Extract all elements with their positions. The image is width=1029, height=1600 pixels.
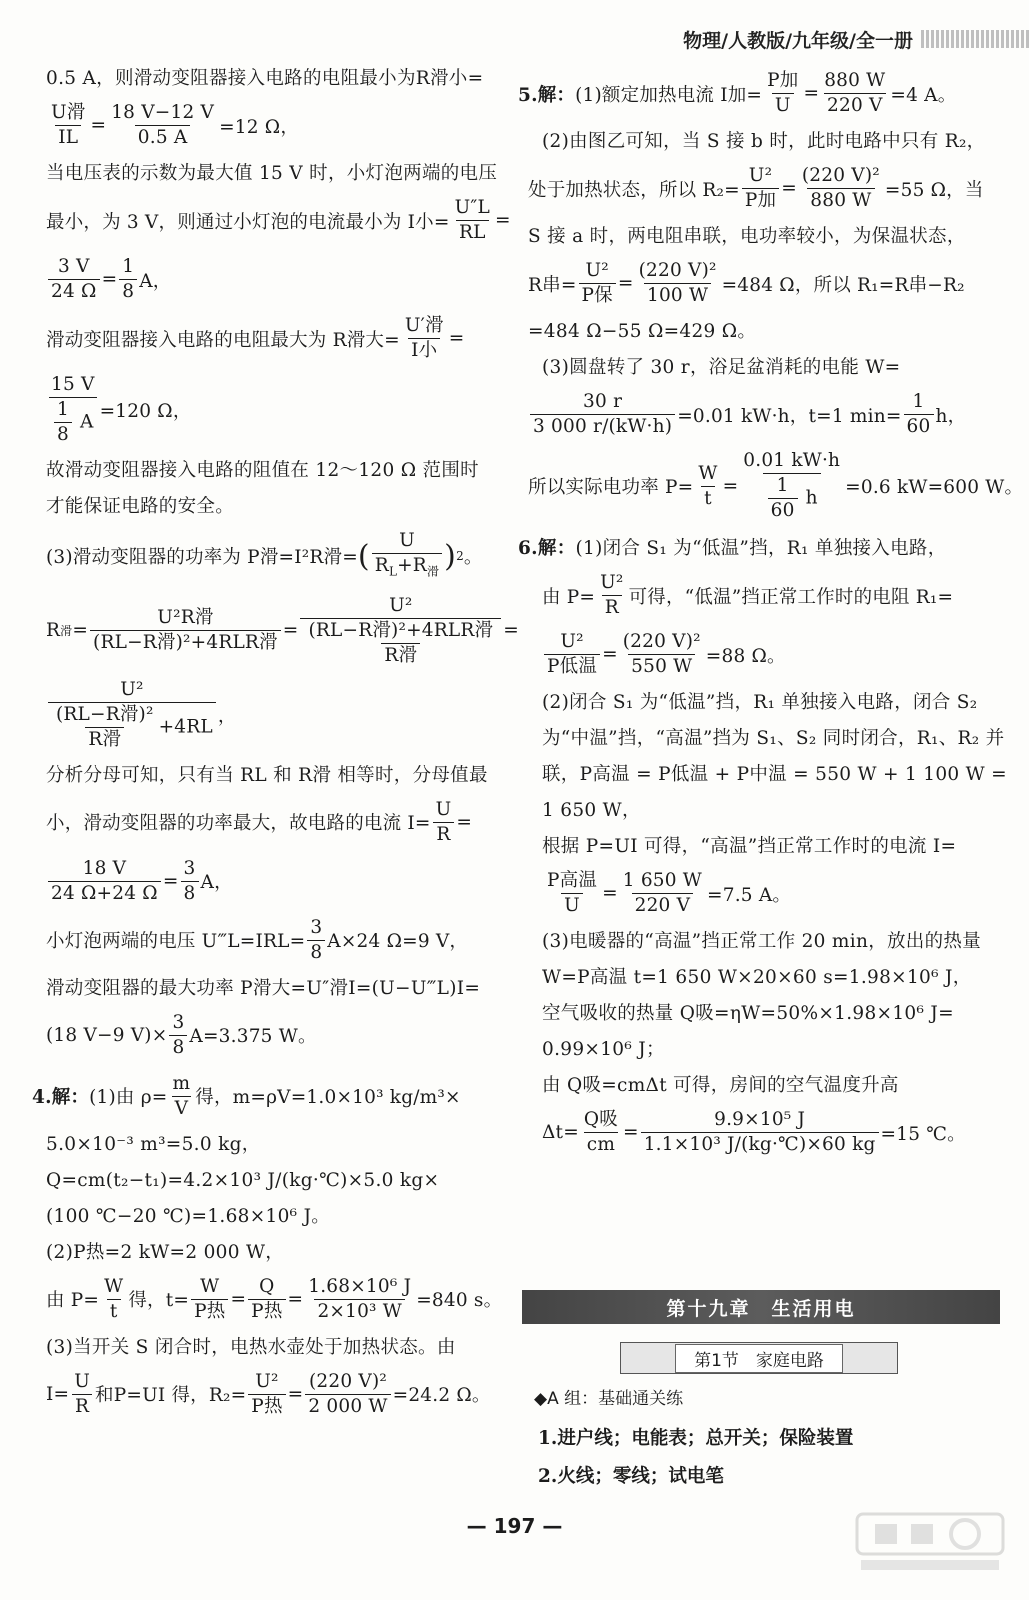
text-line: 0.5 A，则滑动变阻器接入电路的电阻最小为R滑小=	[46, 68, 484, 89]
group-title: ◆A 组：基础通关练	[534, 1389, 684, 1409]
text-line: 0.99×10⁶ J；	[542, 1039, 665, 1060]
text-line: 为“中温”挡，“高温”挡为 S₁、S₂ 同时闭合，R₁、R₂ 并	[542, 728, 1005, 749]
question-5: 5.解： (1)额定加热电流 I加= $\frac{\text{P加}}{U}$ = $\frac{880 W}{220 V}$ =4 A。	[518, 70, 957, 116]
text-line: 由 Q吸=cmΔt 可得，房间的空气温度升高	[542, 1075, 899, 1096]
page-number: — 197 —	[466, 1514, 563, 1538]
formula: 15 V $\frac{1}{8}$ A =120 Ω，	[46, 374, 514, 446]
formula: $\frac{3 V}{24 \Omega}$ = $\frac{1}{8}$ A，	[46, 256, 514, 303]
text-line: (3)圆盘转了 30 r，浴足盆消耗的电能 W=	[542, 357, 901, 378]
answer-2: 2.火线；零线；试电笔	[538, 1466, 724, 1487]
header-title: 物理/人教版/九年级/全一册	[683, 29, 913, 52]
formula: 小，滑动变阻器的功率最大，故电路的电流 I= $\frac{U}{R}$ =	[46, 798, 473, 845]
formula: (3)滑动变阻器的功率为 P滑=I²R滑= ( $\frac{U}{R_L+R_滑}$ ) 2 。	[46, 530, 514, 583]
formula: Δt= $\frac{\text{Q吸}}{cm}$ = $\frac{\text{9.9×10⁵ J}}{\text{1.1×10³ J/(kg·℃)×60 kg}}$ =15 ℃。	[542, 1109, 966, 1155]
text-line: 1 650 W，	[542, 800, 641, 821]
chapter-heading: 第十九章 生活用电	[522, 1290, 1000, 1324]
section-title: 第1节 家庭电路	[675, 1344, 843, 1373]
formula: I= $\frac{U}{R}$ 和P=UI 得，R₂= $\frac{\text{U²}}{\text{P热}}$ = $\frac{\text{(220 V)²}}{2 000 W}$ =24.2 Ω。	[46, 1370, 491, 1417]
header-decoration	[921, 30, 1029, 48]
page-header	[683, 22, 1029, 56]
formula: 由 P= $\frac{\text{U²}}{R}$ 可得，“低温”挡正常工作时的电阻 R₁=	[542, 572, 954, 618]
text-line: 空气吸收的热量 Q吸=ηW=50%×1.98×10⁶ J=	[542, 1003, 954, 1024]
formula: 处于加热状态，所以 R₂= $\frac{\text{U²}}{\text{P加}}$ = $\frac{\text{(220 V)²}}{880 W}$ =55 Ω，当	[528, 165, 984, 211]
text-line: 才能保证电路的安全。	[46, 496, 235, 517]
formula: $\frac{18 V}{24 \Omega+24 \Omega}$ = $\frac{3}{8}$ A，	[46, 858, 514, 905]
text-line: 联，P高温 = P低温 + P中温 = 550 W + 1 100 W =	[542, 764, 1007, 785]
formula: 滑动变阻器接入电路的电阻最大为 R滑大= $\frac{\text{U′滑}}{\text{I小}}$ =	[46, 315, 465, 361]
formula: R串= $\frac{\text{U²}}{\text{P保}}$ = $\frac{\text{(220 V)²}}{100 W}$ =484 Ω，所以 R₁=R串−R₂	[528, 260, 965, 306]
formula: (18 V−9 V)× $\frac{3}{8}$ A=3.375 W。	[46, 1011, 317, 1058]
text-line: Q=cm(t₂−t₁)=4.2×10³ J/(kg·℃)×5.0 kg×	[46, 1169, 440, 1191]
right-column	[518, 66, 1024, 1168]
formula: $\frac{\text{U滑}}{IL}$ = $\frac{18 V-12 V}{0.5 A}$ =12 Ω，	[51, 102, 300, 148]
text-line: 5.0×10⁻³ m³=5.0 kg，	[46, 1133, 261, 1155]
text-line: 故滑动变阻器接入电路的阻值在 12～120 Ω 范围时	[46, 460, 479, 481]
text-line: 当电压表的示数为最大值 15 V 时，小灯泡两端的电压	[46, 163, 498, 184]
text-line: 分析分母可知，只有当 RL 和 R滑 相等时，分母值最	[46, 764, 488, 786]
text-line: (100 ℃−20 ℃)=1.68×10⁶ J。	[46, 1205, 331, 1227]
text-line: (3)电暖器的“高温”挡正常工作 20 min，放出的热量	[542, 931, 981, 952]
text-line: 滑动变阻器的最大功率 P滑大=U″滑I=(U−U‴L)I=	[46, 977, 481, 999]
question-6: 6.解：(1)闭合 S₁ 为“低温”挡，R₁ 单独接入电路，	[518, 538, 947, 559]
formula: $\frac{\text{U²}}{\text{P低温}}$ = $\frac{\text{(220 V)²}}{550 W}$ =88 Ω。	[528, 631, 1000, 678]
answer-1: 1.进户线；电能表；总开关；保险装置	[538, 1428, 854, 1449]
text-line: =484 Ω−55 Ω=429 Ω。	[528, 321, 757, 342]
text-line: 根据 P=UI 可得，“高温”挡正常工作时的电流 I=	[542, 836, 957, 857]
text-line: (2)闭合 S₁ 为“低温”挡，R₁ 单独接入电路，闭合 S₂	[542, 692, 978, 713]
left-column	[32, 66, 519, 1430]
section-heading	[620, 1342, 898, 1374]
formula: R 滑 = $\frac{\text{U²R滑}}{\text{(RL−R滑)²+4RLR滑}}$ = $\frac{\text{U²}}{\frac{\text{(RL−R滑)²+4RLR滑}}{\text{R滑}}}$ =	[46, 594, 519, 666]
formula: 所以实际电功率 P= $\frac{W}{t}$ = 0.01 kW·h $\frac{1}{60}$ h =0.6 kW=600 W。	[528, 450, 1024, 521]
text-line: (2)P热=2 kW=2 000 W，	[46, 1241, 285, 1263]
text-line: S 接 a 时，两电阻串联，电功率较小，为保温状态，	[528, 226, 966, 247]
text-line: (3)当开关 S 闭合时，电热水壶处于加热状态。由	[46, 1336, 456, 1358]
formula: $\frac{30 r}{3 000 r/(kW\cdot h)}$ =0.01 kW·h，t=1 min= $\frac{1}{60}$ h，	[528, 391, 1000, 438]
text-line: (2)由图乙可知，当 S 接 b 时，此时电路中只有 R₂，	[542, 131, 986, 152]
formula: 由 P= $\frac{W}{t}$ 得，t= $\frac{W}{\text{P热}}$ = $\frac{Q}{\text{P热}}$ = $\frac{\text{1.68×10⁶ J}}{\text{2×10³ W}}$ =840 s。	[46, 1275, 503, 1322]
formula: $\frac{\text{P高温}}{U}$ = $\frac{1 650 W}{220 V}$ =7.5 A。	[547, 870, 792, 916]
formula: 最小，为 3 V，则通过小灯泡的电流最小为 I小= $\frac{U''L}{RL}$ =	[46, 197, 511, 243]
watermark-logo	[855, 1512, 1005, 1574]
formula: 小灯泡两端的电压 U‴L=IRL= $\frac{3}{8}$ A×24 Ω=9 V，	[46, 916, 469, 963]
formula: U² $\frac{\text{(RL−R滑)²}}{\text{R滑}}$ +4RL ，	[46, 679, 514, 751]
text-line: W=P高温 t=1 650 W×20×60 s=1.98×10⁶ J，	[542, 967, 972, 988]
question-4: 4.解： (1)由 ρ= $\frac{m}{V}$ 得，m=ρV=1.0×10³ kg/m³×	[32, 1072, 461, 1119]
